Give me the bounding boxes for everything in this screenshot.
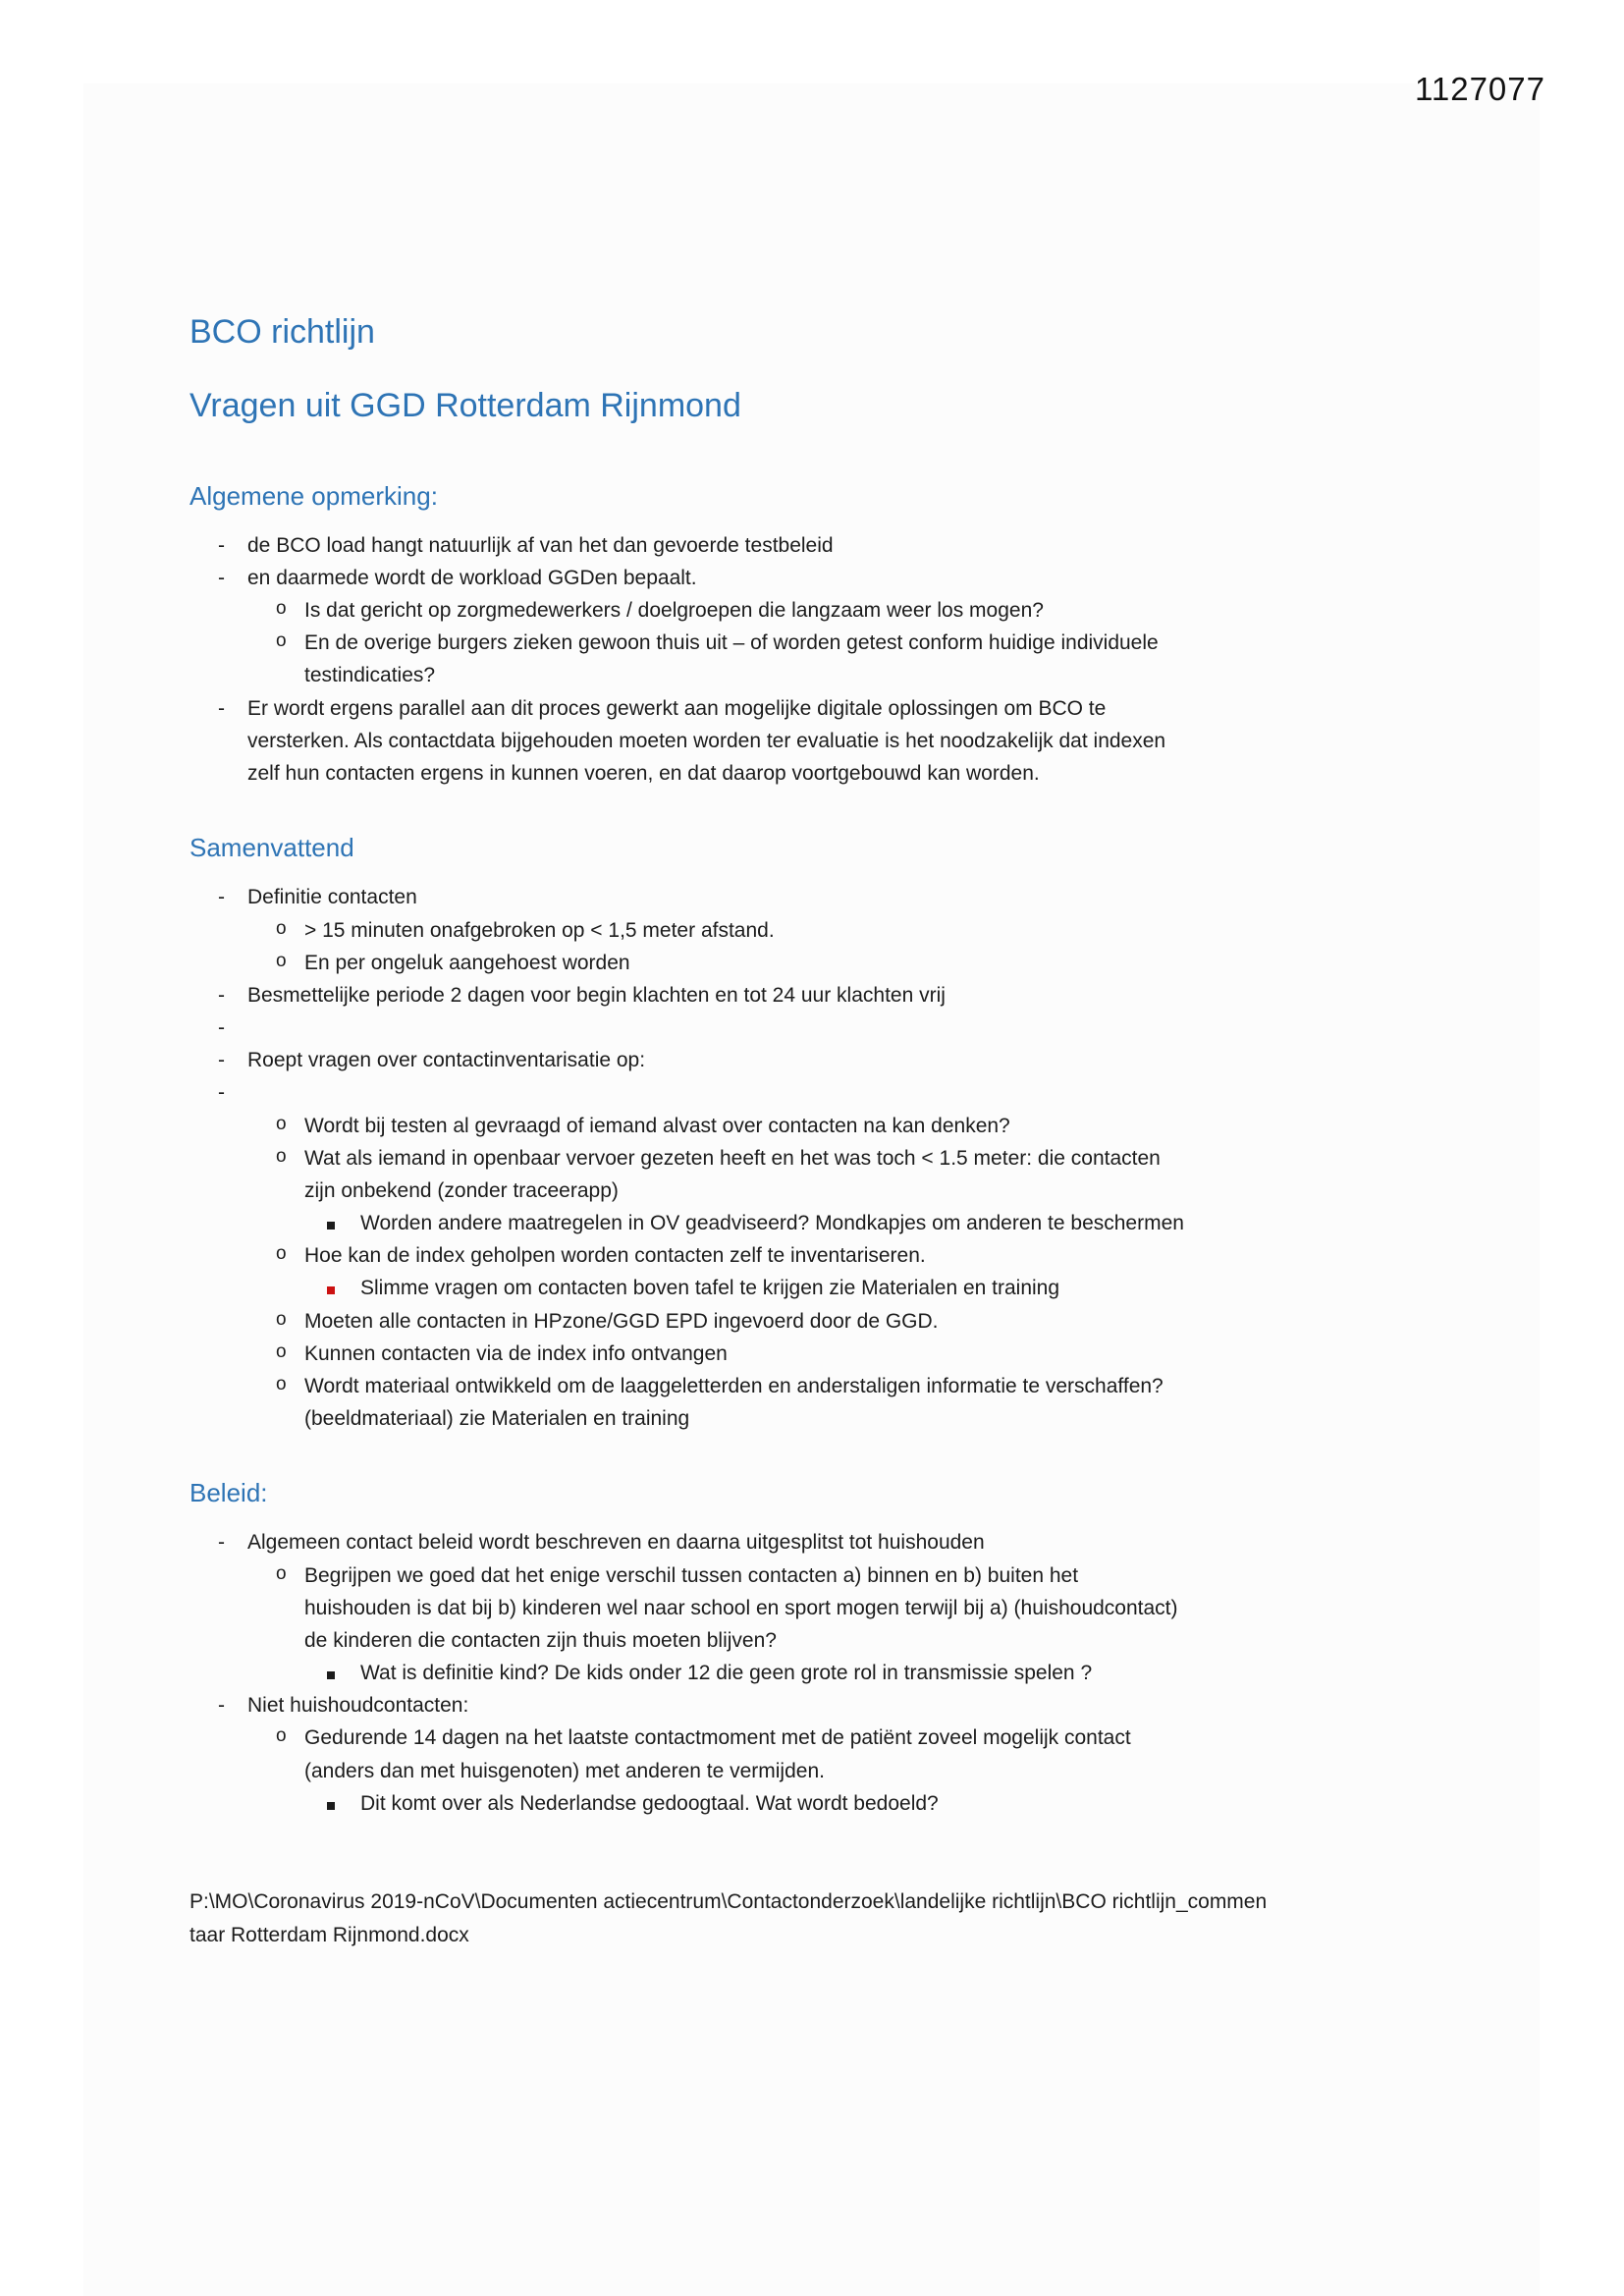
circle-bullet-icon: o xyxy=(276,1340,287,1362)
square-bullet-icon xyxy=(327,1207,360,1239)
list-item-text: Definitie contacten xyxy=(247,886,417,909)
section-1 xyxy=(189,481,1201,791)
circle-bullet-icon: o xyxy=(276,1725,287,1747)
list-item-text: Algemeen contact beleid wordt beschreven en daarna uitgesplitst tot huishouden xyxy=(247,1531,985,1555)
list-item xyxy=(189,1207,1201,1239)
list-item xyxy=(189,1239,1201,1272)
dash-bullet-icon: - xyxy=(218,533,225,557)
red-square-bullet-icon xyxy=(327,1272,360,1304)
doc-title: BCO richtlijn xyxy=(189,313,375,351)
list-item-text: Hoe kan de index geholpen worden contacten zelf te inventariseren. xyxy=(304,1244,926,1268)
list-item-text: En per ongeluk aangehoest worden xyxy=(304,951,630,974)
list-item xyxy=(189,914,1201,947)
list-item xyxy=(189,1272,1201,1304)
dash-bullet-icon: - xyxy=(218,1016,225,1040)
list-item xyxy=(189,1305,1201,1338)
list-item xyxy=(189,1044,1201,1076)
list-item-text: Roept vragen over contactinventarisatie op: xyxy=(247,1049,646,1072)
list-item-text: Dit komt over als Nederlandse gedoogtaal. Wat wordt bedoeld? xyxy=(360,1791,939,1815)
dash-bullet-icon: - xyxy=(218,566,225,589)
list-item-text: Is dat gericht op zorgmedewerkers / doelgroepen die langzaam weer los mogen? xyxy=(304,599,1044,623)
dash-bullet-icon: - xyxy=(218,1694,225,1718)
list-item xyxy=(189,1110,1201,1142)
list-item-text: Niet huishoudcontacten: xyxy=(247,1694,469,1718)
list-item xyxy=(189,1722,1201,1786)
doc-subtitle: Vragen uit GGD Rotterdam Rijnmond xyxy=(189,386,741,424)
list-item xyxy=(189,979,1201,1011)
list-item xyxy=(189,1689,1201,1722)
circle-bullet-icon: o xyxy=(276,1113,287,1134)
list-item xyxy=(189,1657,1201,1689)
list-item-text: Moeten alle contacten in HPzone/GGD EPD ingevoerd door de GGD. xyxy=(304,1309,939,1333)
list-item-text: en daarmede wordt de workload GGDen bepaalt. xyxy=(247,566,697,589)
dash-bullet-icon: - xyxy=(218,1049,225,1072)
circle-bullet-icon: o xyxy=(276,1373,287,1394)
section-heading: Samenvattend xyxy=(189,833,354,863)
circle-bullet-icon: o xyxy=(276,630,287,652)
list-item xyxy=(189,947,1201,979)
list-item-text: Er wordt ergens parallel aan dit proces gewerkt aan mogelijke digitale oplossingen om BCO te versterken. Als contactdata bijgehouden moeten worden ter evaluatie is het noodzakelijk dat indexen zelf hun contacten ergens in kunnen voeren, en dat daarop voortgebouwd kan worden. xyxy=(247,696,1166,785)
list-item xyxy=(189,1338,1201,1370)
dash-bullet-icon: - xyxy=(218,1531,225,1555)
section-2 xyxy=(189,833,1201,1435)
document-number: 1127077 xyxy=(1414,71,1545,107)
square-glyph xyxy=(327,1671,335,1679)
circle-bullet-icon: o xyxy=(276,1243,287,1265)
list-item xyxy=(189,1011,1201,1044)
list-item-text: Besmettelijke periode 2 dagen voor begin klachten en tot 24 uur klachten vrij xyxy=(247,983,946,1007)
circle-bullet-icon: o xyxy=(276,598,287,620)
circle-bullet-icon: o xyxy=(276,950,287,971)
dash-bullet-icon: - xyxy=(218,886,225,909)
list-item-text: Wordt materiaal ontwikkeld om de laaggeletterden en anderstaligen informatie te verschaffen? (beeldmateriaal) zie Materialen en training xyxy=(304,1374,1164,1431)
document-content xyxy=(189,312,1201,1863)
section-heading: Algemene opmerking: xyxy=(189,480,438,511)
list-item-text: Slimme vragen om contacten boven tafel te krijgen zie Materialen en training xyxy=(360,1277,1060,1300)
list-item xyxy=(189,1526,1201,1558)
dash-bullet-icon: - xyxy=(218,1081,225,1105)
list-item xyxy=(189,881,1201,913)
list-item xyxy=(189,529,1201,562)
list-item xyxy=(189,692,1201,791)
circle-bullet-icon: o xyxy=(276,917,287,939)
list-item-text: > 15 minuten onafgebroken op < 1,5 meter afstand. xyxy=(304,918,775,942)
square-bullet-icon xyxy=(327,1787,360,1820)
list-item xyxy=(189,562,1201,594)
list-item xyxy=(189,1787,1201,1820)
circle-bullet-icon: o xyxy=(276,1145,287,1167)
list-item xyxy=(189,1559,1201,1658)
list-item xyxy=(189,627,1201,691)
square-glyph xyxy=(327,1802,335,1810)
list-item-text: Wordt bij testen al gevraagd of iemand alvast over contacten na kan denken? xyxy=(304,1114,1010,1137)
list-item-text: Begrijpen we goed dat het enige verschil tussen contacten a) binnen en b) buiten het huishouden is dat bij b) kinderen wel naar school en sport mogen terwijl bij a) (huishoudcontact) de kinderen die contacten zijn thuis moeten blijven? xyxy=(304,1563,1178,1652)
list-item-text: de BCO load hangt natuurlijk af van het dan gevoerde testbeleid xyxy=(247,533,834,557)
document-sections xyxy=(189,481,1201,1820)
circle-bullet-icon: o xyxy=(276,1562,287,1584)
list-item-text: En de overige burgers zieken gewoon thuis uit – of worden getest conform huidige individuele testindicaties? xyxy=(304,631,1159,687)
list-item xyxy=(189,1142,1201,1207)
dash-bullet-icon: - xyxy=(218,983,225,1007)
section-3 xyxy=(189,1478,1201,1820)
list-item-text: Gedurende 14 dagen na het laatste contactmoment met de patiënt zoveel mogelijk contact (anders dan met huisgenoten) met anderen te vermijden. xyxy=(304,1726,1131,1782)
list-item-text: Kunnen contacten via de index info ontvangen xyxy=(304,1341,728,1365)
list-item xyxy=(189,594,1201,627)
circle-bullet-icon: o xyxy=(276,1308,287,1330)
list-item-text: Wat is definitie kind? De kids onder 12 die geen grote rol in transmissie spelen ? xyxy=(360,1662,1093,1685)
dash-bullet-icon: - xyxy=(218,696,225,720)
list-item xyxy=(189,1370,1201,1435)
red-square-glyph xyxy=(327,1286,335,1294)
list-item-text: Worden andere maatregelen in OV geadviseerd? Mondkapjes om anderen te beschermen xyxy=(360,1212,1184,1235)
square-bullet-icon xyxy=(327,1657,360,1689)
list-item xyxy=(189,1076,1201,1109)
square-glyph xyxy=(327,1222,335,1230)
section-heading: Beleid: xyxy=(189,1478,268,1508)
footer-file-path: P:\MO\Coronavirus 2019-nCoV\Documenten actiecentrum\Contactonderzoek\landelijke richtlijn\BCO richtlijn_commentaar Rotterdam Rijnmond.docx xyxy=(189,1890,1268,1946)
list-item-text: Wat als iemand in openbaar vervoer gezeten heeft en het was toch < 1.5 meter: die contacten zijn onbekend (zonder traceerapp) xyxy=(304,1146,1161,1202)
